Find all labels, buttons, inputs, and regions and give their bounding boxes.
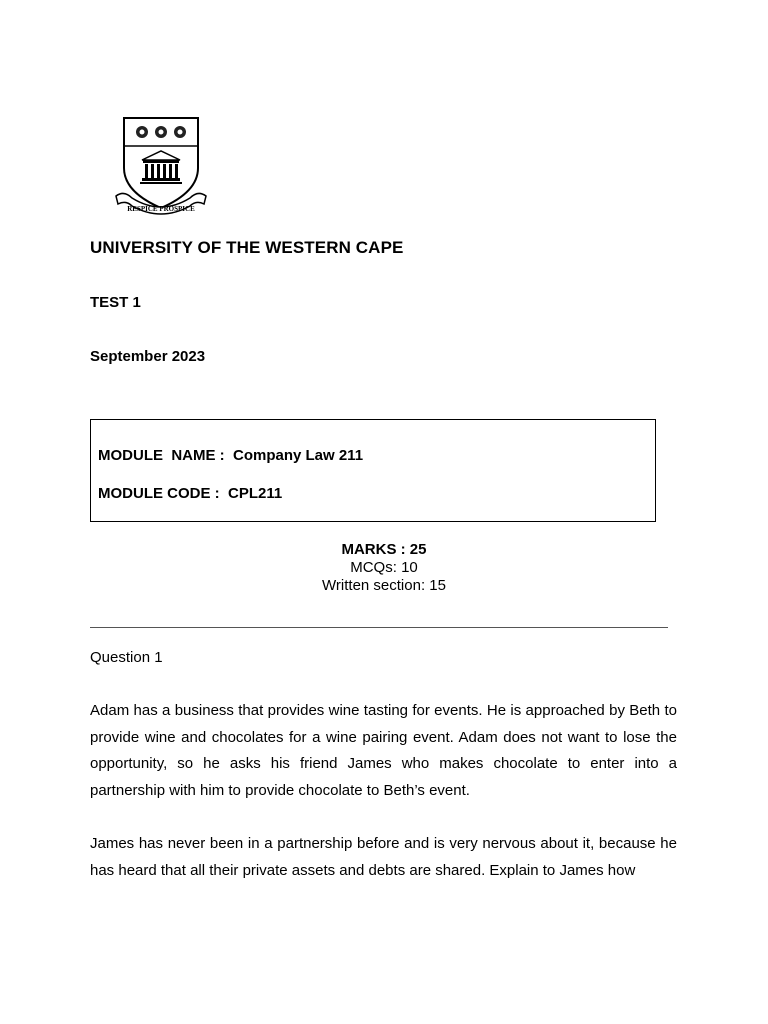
- university-name: UNIVERSITY OF THE WESTERN CAPE: [90, 238, 404, 257]
- test-title: TEST 1: [90, 294, 141, 311]
- module-code: MODULE CODE : CPL211: [98, 485, 283, 502]
- marks-written-section: Written section: 15: [322, 577, 446, 594]
- marks-total: MARKS : 25: [341, 541, 427, 558]
- module-name: MODULE NAME : Company Law 211: [98, 447, 364, 464]
- question-paragraph: Adam has a business that provides wine tasting for events. He is approached by Beth to provide wine and chocolates for a wine pairing event. Adam does not want to lose the opportunity, so he asks his friend James who makes chocolate to enter into a partnership with him to provide chocolate to Beth’s event.: [90, 702, 677, 800]
- question-title: Question 1: [90, 649, 163, 666]
- crest-motto-text: RESPICE PROSPICE: [127, 205, 195, 213]
- section-divider: [90, 627, 668, 628]
- test-date: September 2023: [90, 348, 206, 365]
- module-info-box: [90, 419, 656, 522]
- marks-mcqs: MCQs: 10: [350, 559, 418, 576]
- question-paragraph: James has never been in a partnership before and is very nervous about it, because he has heard that all their private assets and debts are shared. Explain to James how: [90, 835, 677, 879]
- university-crest-logo: [112, 112, 216, 222]
